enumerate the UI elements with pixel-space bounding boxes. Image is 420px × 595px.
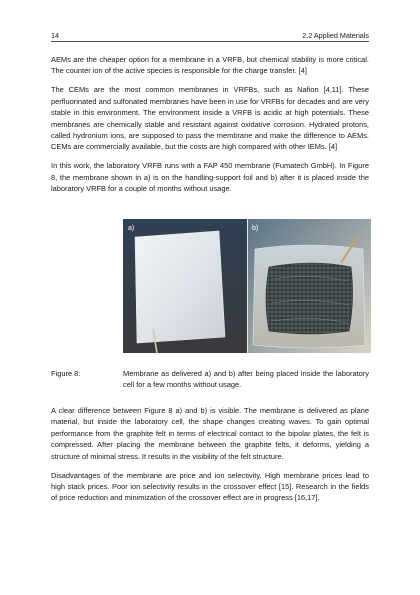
paragraph-difference: A clear difference between Figure 8 a) and b) is visible. The membrane is delivered as plane material, but inside the laboratory cell, the shape changes creating waves. To gain optimal performance from the graphite felt in terms of electrical contact to the bipolar plates, the felt is compressed. After placing the membrane between the graphite felts, it deforms, yielding a structure of minimal stress. It results in the visibility of the felt structure. bbox=[51, 406, 369, 461]
running-header bbox=[51, 28, 369, 40]
paragraph-aem: AEMs are the cheaper option for a membrane in a VRFB, but chemical stability is more critical. The counter ion of the active species is responsible for the charge transfer. [4] bbox=[51, 55, 369, 76]
panel-divider bbox=[247, 219, 248, 353]
panel-b-label: b) bbox=[252, 225, 259, 232]
membrane-photo-svg bbox=[123, 219, 371, 353]
body-text-bottom bbox=[51, 405, 369, 511]
caption-text: Membrane as delivered a) and b) after being placed inside the laboratory cell for a few months without usage. bbox=[123, 369, 369, 390]
paragraph-disadvantages: Disadvantages of the membrane are price and ion selectivity. High membrane prices lead to high stack prices. Poor ion selectivity results in the crossover effect [15]. Research in the fields of price reduction and minimization of the crossover effect are in progress [16,17]. bbox=[51, 470, 369, 503]
paragraph-cem: The CEMs are the most common membranes in VRFBs, such as Nafion [4,11]. These perfluorinated and sulfonated membranes have been in use for VRFBs for decades and are very stable in this environment. The environment inside a VRFB is acidic at high potentials. These membranes are chemically stable and resistant against oxidative corrosion. Hydrated protons, called hydronium ions, are supposed to pass the membrane and make the difference to AEMs. CEMs are commercially available, but the costs are high compared with other IEMs. [4] bbox=[51, 85, 369, 152]
membrane-sheet-flat bbox=[135, 231, 225, 343]
figure-8-photo bbox=[123, 219, 371, 353]
graphite-felt-imprint bbox=[266, 263, 353, 334]
page-number: 14 bbox=[51, 31, 59, 40]
paragraph-this-work: In this work, the laboratory VRFB runs with a FAP 450 membrane (Fumatech GmbH). In Figure 8, the membrane shown in a) is on the handling-support foil and b) after it is placed inside the laboratory VRFB for a couple of months without usage. bbox=[51, 161, 369, 194]
caption-number: Figure 8: bbox=[51, 369, 81, 378]
panel-a-label: a) bbox=[128, 225, 135, 232]
section-title: 2.2 Applied Materials bbox=[302, 31, 369, 40]
header-divider bbox=[51, 41, 369, 42]
body-text-top bbox=[51, 54, 369, 202]
figure-caption bbox=[51, 368, 369, 391]
